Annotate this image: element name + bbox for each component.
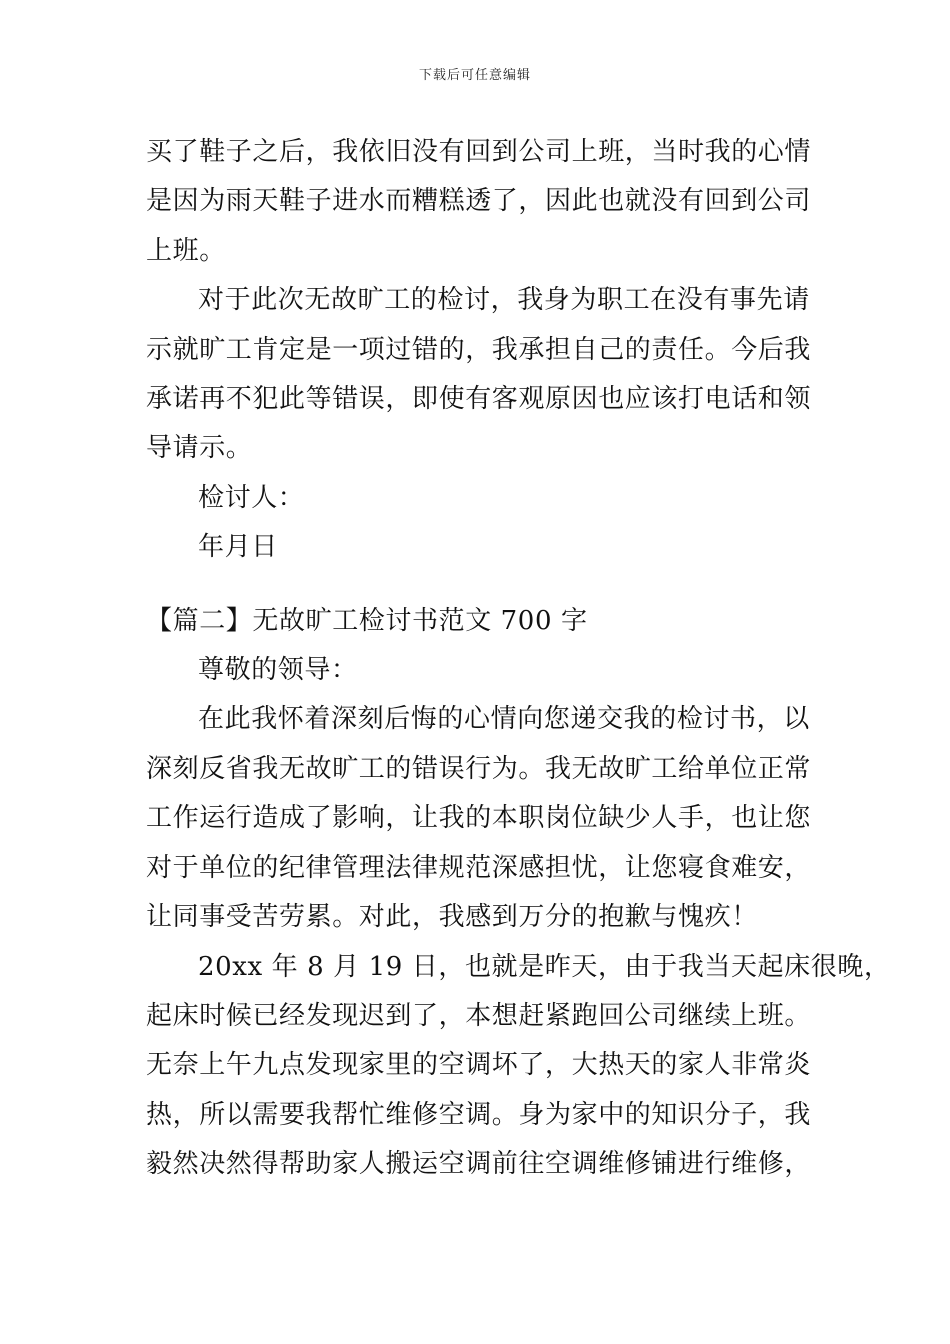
- paragraph-continuation: [146, 128, 826, 276]
- text-line: 对于单位的纪律管理法律规范深感担忧，让您寝食难安，: [146, 852, 812, 883]
- text-line: 对于此次无故旷工的检讨，我身为职工在没有事先请: [198, 285, 810, 316]
- section-title: 【篇二】无故旷工检讨书范文 700 字: [146, 605, 588, 636]
- text-line: 是因为雨天鞋子进水而糟糕透了，因此也就没有回到公司: [146, 186, 812, 217]
- signer-label: 检讨人：: [198, 482, 305, 513]
- text-line: 热，所以需要我帮忙维修空调。身为家中的知识分子，我: [146, 1099, 812, 1130]
- text-line: 导请示。: [146, 433, 253, 464]
- paragraph-self-criticism: [146, 276, 826, 474]
- text-line: 示就旷工肯定是一项过错的，我承担自己的责任。今后我: [146, 334, 812, 365]
- text-line: 上班。: [146, 235, 226, 266]
- paragraph-explanation: [146, 943, 891, 1190]
- text-line: 20xx 年 8 月 19 日，也就是昨天，由于我当天起床很晚，: [198, 951, 891, 982]
- text-line: 让同事受苦劳累。对此，我感到万分的抱歉与愧疚！: [146, 902, 758, 933]
- text-line: 买了鞋子之后，我依旧没有回到公司上班，当时我的心情: [146, 137, 812, 167]
- salutation: 尊敬的领导：: [198, 655, 358, 686]
- text-line: 工作运行造成了影响，让我的本职岗位缺少人手，也让您: [146, 803, 812, 834]
- text-line: 毅然决然得帮助家人搬运空调前往空调维修铺进行维修，: [146, 1149, 812, 1180]
- paragraph-apology: [146, 695, 826, 942]
- text-line: 承诺再不犯此等错误，即使有客观原因也应该打电话和领: [146, 384, 812, 415]
- text-line: 在此我怀着深刻后悔的心情向您递交我的检讨书，以: [198, 704, 810, 735]
- text-line: 起床时候已经发现迟到了，本想赶紧跑回公司继续上班。: [146, 1000, 812, 1031]
- document-body: [146, 128, 891, 1190]
- text-line: 深刻反省我无故旷工的错误行为。我无故旷工给单位正常: [146, 753, 812, 784]
- text-line: 无奈上午九点发现家里的空调坏了，大热天的家人非常炎: [146, 1050, 812, 1081]
- date-label: 年月日: [198, 532, 278, 563]
- header-note: 下载后可任意编辑: [418, 68, 531, 83]
